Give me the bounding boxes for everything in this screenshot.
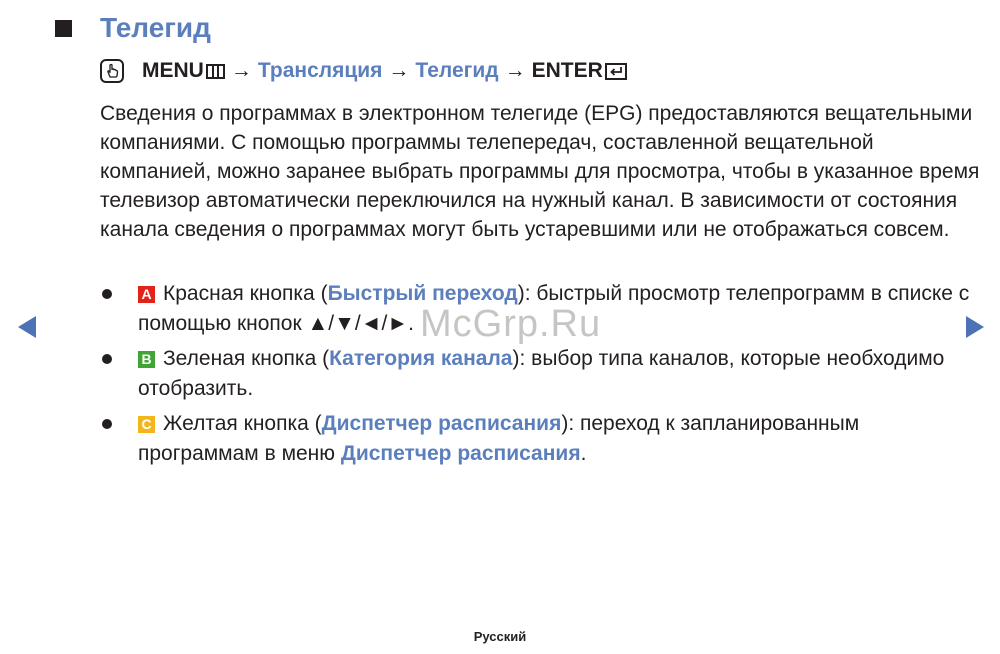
path-arrow: →	[388, 59, 410, 82]
bullet-text-post: ): переход к запланированным программам в меню	[138, 412, 860, 465]
bullet-text-end: .	[580, 442, 587, 465]
previous-page-arrow-icon[interactable]	[18, 316, 36, 338]
red-key-icon: A	[138, 286, 155, 303]
list-item-green-key	[100, 344, 980, 404]
bullet-term: Быстрый переход	[327, 282, 518, 305]
enter-icon	[605, 63, 627, 80]
description-paragraph: Сведения о программах в электронном телегиде (EPG) предоставляются вещательными компаниями. С помощью программы телепередач, составленной вещательной компанией, можно заранее выбрать программы для просмотра, чтобы в указанное время телевизор автоматически переключился на нужный канал. В зависимости от состояния канала сведения о программах могут быть устаревшими или не отображаться совсем.	[100, 102, 980, 241]
bullet-text-pre: Зеленая кнопка (	[163, 347, 330, 370]
bullet-dot	[102, 419, 112, 429]
list-item-yellow-key	[100, 409, 980, 469]
bullet-dot	[102, 289, 112, 299]
path-arrow: →	[230, 59, 252, 82]
menu-path	[100, 57, 627, 85]
watermark: McGrp.Ru	[420, 303, 602, 345]
green-key-icon: B	[138, 351, 155, 368]
bullet-term: Диспетчер расписания	[321, 412, 562, 435]
next-page-arrow-icon[interactable]	[966, 316, 984, 338]
section-square-bullet	[55, 20, 72, 37]
bullet-text-post: ): быстрый просмотр телепрограмм в списке с помощью кнопок ▲/▼/◄/►.	[138, 282, 970, 335]
menu-label: MENU	[142, 59, 204, 82]
page-title: Телегид	[100, 12, 211, 43]
enter-label: ENTER	[531, 59, 603, 82]
bullet-text-post: ): выбор типа каналов, которые необходимо отобразить.	[138, 347, 945, 400]
bullet-term-2: Диспетчер расписания	[340, 442, 581, 465]
remote-hand-icon	[100, 59, 124, 83]
bullet-dot	[102, 354, 112, 364]
path-step-guide: Телегид	[415, 59, 499, 82]
bullet-text-pre: Желтая кнопка (	[163, 412, 322, 435]
bullet-term: Категория канала	[329, 347, 513, 370]
bullet-text-pre: Красная кнопка (	[163, 282, 328, 305]
path-step-broadcast: Трансляция	[257, 59, 383, 82]
menu-icon	[206, 64, 225, 79]
path-arrow: →	[504, 59, 526, 82]
yellow-key-icon: C	[138, 416, 155, 433]
footer-language: Русский	[473, 629, 527, 644]
